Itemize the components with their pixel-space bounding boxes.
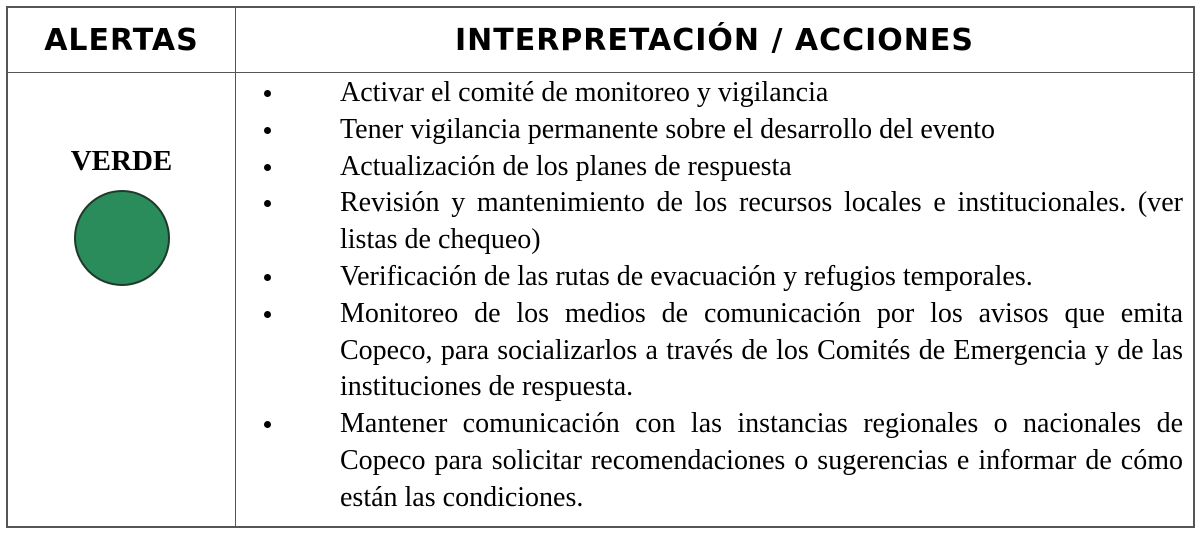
action-text: Revisión y mantenimiento de los recursos locales e institucionales. (ver listas de chequeo) <box>340 187 1183 256</box>
list-item <box>302 406 1183 516</box>
bullet-icon <box>264 421 271 428</box>
action-text: Monitoreo de los medios de comunicación por los avisos que emita Copeco, para socializarlos a través de los Comités de Emergencia y de las instituciones de respuesta. <box>340 297 1183 403</box>
alert-table <box>7 7 1194 527</box>
table-row <box>8 73 1194 527</box>
actions-cell <box>236 73 1194 527</box>
bullet-icon <box>264 200 271 207</box>
bullet-icon <box>264 164 271 171</box>
header-row <box>8 8 1194 73</box>
actions-list <box>302 75 1183 517</box>
list-item <box>302 185 1183 259</box>
list-item <box>302 112 1183 149</box>
alert-level-label: VERDE <box>70 145 173 177</box>
list-item <box>302 75 1183 112</box>
action-text: Tener vigilancia permanente sobre el desarrollo del evento <box>340 113 995 145</box>
bullet-icon <box>264 311 271 318</box>
action-text: Verificación de las rutas de evacuación y refugios temporales. <box>340 260 1033 292</box>
alert-table-frame <box>6 6 1195 528</box>
bullet-icon <box>264 127 271 134</box>
action-text: Activar el comité de monitoreo y vigilancia <box>340 77 829 108</box>
list-item <box>302 149 1183 186</box>
header-actions: INTERPRETACIÓN / ACCIONES <box>236 8 1194 73</box>
alert-cell <box>8 73 236 527</box>
green-alert-circle-icon <box>74 190 170 286</box>
list-item <box>302 296 1183 406</box>
bullet-icon <box>264 90 271 97</box>
action-text: Actualización de los planes de respuesta <box>340 150 792 182</box>
header-alerts: ALERTAS <box>8 8 236 73</box>
list-item <box>302 259 1183 296</box>
bullet-icon <box>264 274 271 281</box>
action-text: Mantener comunicación con las instancias regionales o nacionales de Copeco para solicitar recomendaciones o sugerencias e informar de cómo están las condiciones. <box>340 408 1183 513</box>
